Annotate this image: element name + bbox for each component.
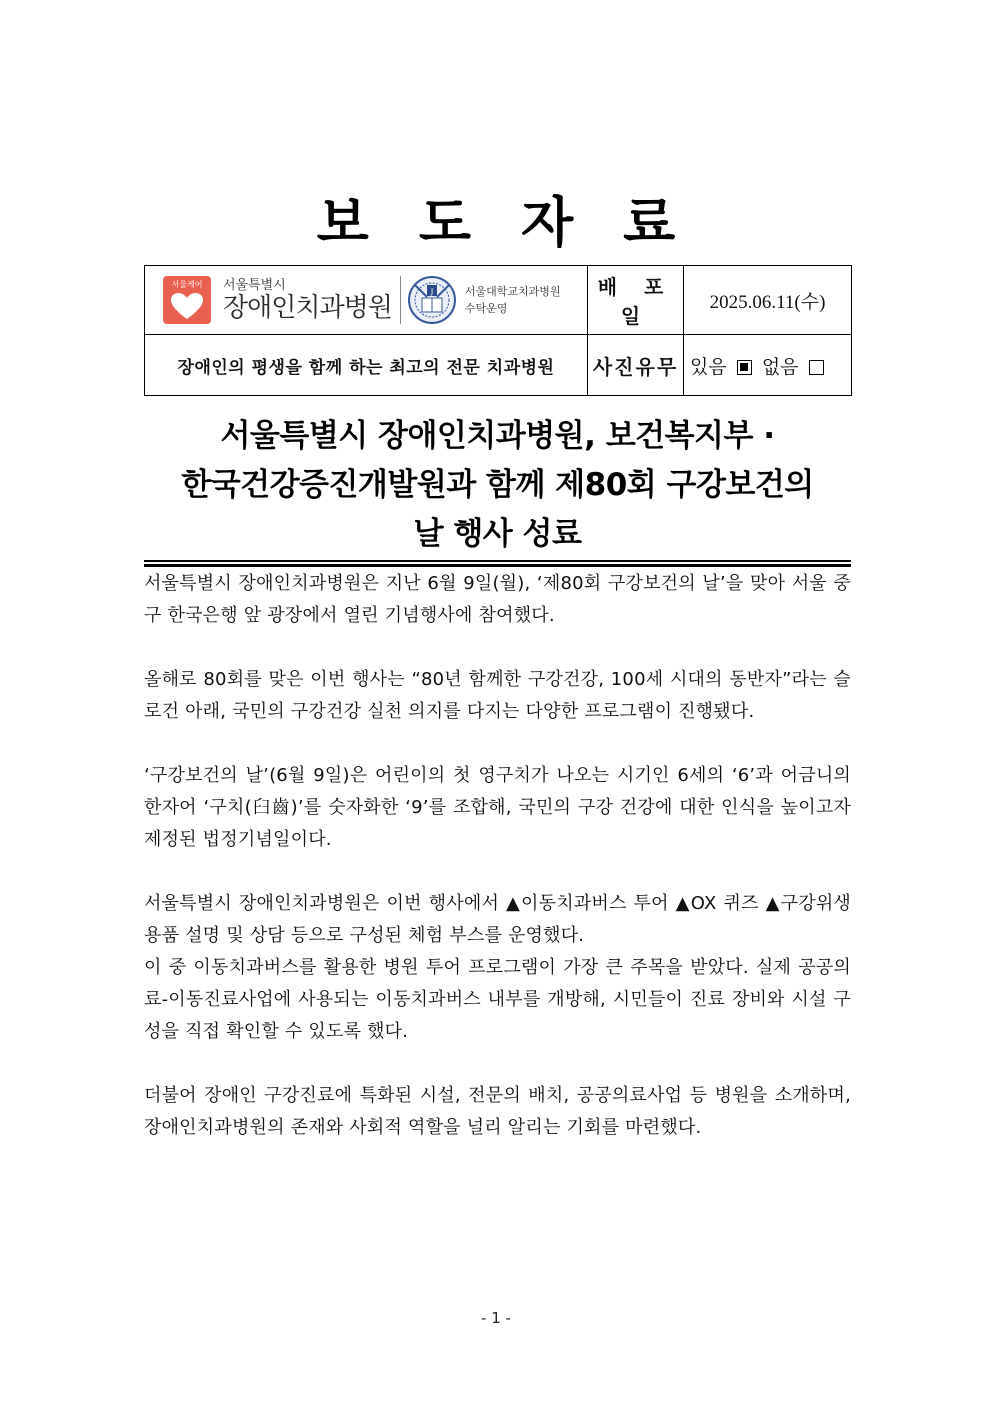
photo-yes-checkbox[interactable] bbox=[737, 360, 752, 375]
headline-line: 날 행사 성료 bbox=[413, 516, 582, 552]
body-paragraph: 서울특별시 장애인치과병원은 지난 6월 9일(월), ‘제80회 구강보건의 날’을 맞아 서울 중구 한국은행 앞 광장에서 열린 기념행사에 참여했다. bbox=[144, 573, 851, 626]
headline-line: 한국건강증진개발원과 함께 제80회 구강보건의 bbox=[181, 467, 814, 503]
body-paragraph: 서울특별시 장애인치과병원은 이번 행사에서 ▲이동치과버스 투어 ▲OX 퀴즈 ▲구강위생용품 설명 및 상담 등으로 구성된 체험 부스를 운영했다. bbox=[144, 893, 851, 946]
photo-no-label: 없음 bbox=[761, 355, 799, 378]
headline-line: 서울특별시 장애인치과병원, 보건복지부 · bbox=[220, 418, 775, 454]
snu-emblem-icon bbox=[407, 275, 457, 325]
seoul-care-label: 서울케어 bbox=[171, 280, 203, 289]
document-title bbox=[0, 190, 992, 256]
release-date-label: 배 포 일 bbox=[588, 266, 684, 335]
headline-rule-thin bbox=[144, 560, 851, 562]
title-char: 보 bbox=[316, 191, 369, 254]
partner-role: 수탁운영 bbox=[464, 302, 508, 315]
logo-divider bbox=[400, 276, 401, 324]
hospital-title: 장애인치과병원 bbox=[223, 292, 392, 323]
hospital-city: 서울특별시 bbox=[223, 277, 286, 293]
photo-label: 사진유무 bbox=[588, 335, 684, 396]
press-header-table bbox=[144, 265, 852, 396]
body-paragraph: 올해로 80회를 맞은 이번 행사는 “80년 함께한 구강건강, 100세 시대의 동반자”라는 슬로건 아래, 국민의 구강건강 실천 의지를 다지는 다양한 프로그램이 진행됐다. bbox=[144, 669, 851, 722]
partner-text bbox=[465, 283, 561, 317]
hospital-name bbox=[223, 278, 392, 323]
heart-icon bbox=[170, 292, 204, 320]
hospital-logo bbox=[145, 266, 587, 334]
body-paragraph: ‘구강보건의 날’(6월 9일)은 어린이의 첫 영구치가 나오는 시기인 6세의 ‘6’과 어금니의 한자어 ‘구치(臼齒)’를 숫자화한 ‘9’를 조합해, 국민의 구강 건강에 대한 인식을 높이고자 제정된 법정기념일이다. bbox=[144, 765, 851, 850]
partner-name: 서울대학교치과병원 bbox=[464, 285, 561, 298]
svg-text:J: J bbox=[430, 287, 433, 296]
hospital-slogan: 장애인의 평생을 함께 하는 최고의 전문 치과병원 bbox=[145, 335, 588, 396]
body-paragraph: 더불어 장애인 구강진료에 특화된 시설, 전문의 배치, 공공의료사업 등 병원을 소개하며, 장애인치과병원의 존재와 사회적 역할을 널리 알리는 기회를 마련했다. bbox=[144, 1085, 851, 1138]
title-char: 자 bbox=[521, 191, 574, 254]
release-date-value: 2025.06.11(수) bbox=[684, 266, 852, 335]
press-body bbox=[144, 568, 851, 1176]
title-char: 도 bbox=[418, 191, 471, 254]
headline-rule-thick bbox=[144, 564, 851, 567]
page-number: - 1 - bbox=[481, 1309, 511, 1327]
logo-cell bbox=[145, 266, 588, 335]
photo-yes-label: 있음 bbox=[690, 355, 727, 378]
press-headline bbox=[144, 412, 851, 559]
title-char: 료 bbox=[623, 191, 676, 254]
photo-no-checkbox[interactable] bbox=[809, 360, 824, 375]
body-paragraph: 이 중 이동치과버스를 활용한 병원 투어 프로그램이 가장 큰 주목을 받았다. 실제 공공의료-이동진료사업에 사용되는 이동치과버스 내부를 개방해, 시민들이 진료 장비와 시설 구성을 직접 확인할 수 있도록 했다. bbox=[144, 957, 851, 1042]
photo-availability bbox=[684, 335, 852, 396]
seoul-care-badge bbox=[163, 276, 211, 324]
